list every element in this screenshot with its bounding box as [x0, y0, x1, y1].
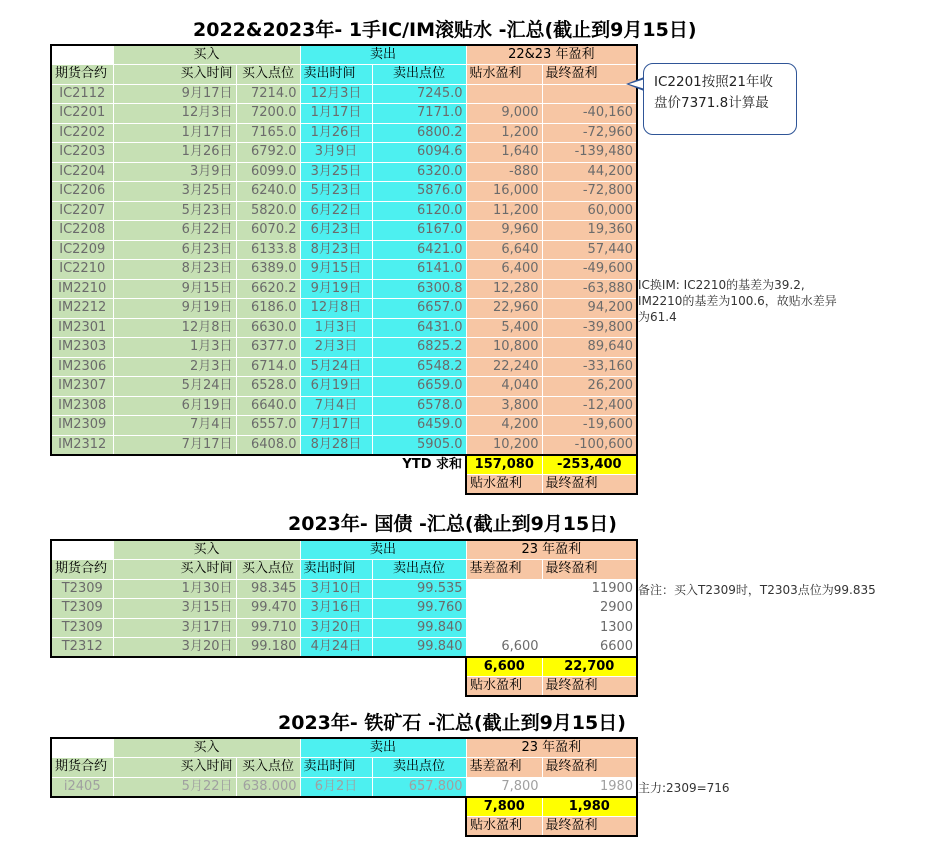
- ic2201-callout: IC2201按照21年收盘价7371.8计算最: [643, 63, 797, 135]
- sell-group-header: 卖出: [300, 540, 466, 560]
- spacer-cell: [51, 677, 466, 697]
- final-profit-cell: 2900: [542, 599, 637, 619]
- final-profit-cell: 6600: [542, 638, 637, 658]
- buy-price-cell: 6620.2: [236, 279, 300, 299]
- sell-time-cell: 8月28日: [300, 435, 372, 455]
- buy-time-cell: 3月9日: [113, 162, 236, 182]
- section3-title: 2023年- 铁矿石 -汇总(截止到9月15日): [278, 712, 626, 734]
- ic-im-note-line3: 为61.4: [638, 310, 677, 324]
- buy-price-cell: 6186.0: [236, 299, 300, 319]
- blank-header-cell: [51, 738, 113, 758]
- buy-time-col-header: 买入时间: [113, 560, 236, 580]
- bond-table: [50, 539, 638, 697]
- sell-time-col-header: 卖出时间: [300, 560, 372, 580]
- basis-profit-cell: 10,800: [466, 338, 542, 358]
- iron-ore-table: [50, 737, 638, 837]
- final-profit-col-header: 最终盈利: [542, 758, 637, 778]
- buy-group-header: 买入: [113, 738, 300, 758]
- contract-cell: IM2309: [51, 416, 113, 436]
- contract-cell: i2405: [51, 777, 113, 797]
- basis-profit-cell: 4,200: [466, 416, 542, 436]
- sell-time-cell: 5月23日: [300, 182, 372, 202]
- basis-profit-cell: 6,400: [466, 260, 542, 280]
- footer-label-row: [51, 677, 637, 697]
- basis-profit-col-header: 基差盈利: [466, 560, 542, 580]
- buy-time-cell: 9月19日: [113, 299, 236, 319]
- spacer-cell: [51, 657, 372, 677]
- final-profit-cell: -72,800: [542, 182, 637, 202]
- table-row: [51, 221, 637, 241]
- contract-cell: IM2303: [51, 338, 113, 358]
- sell-price-cell: 5876.0: [372, 182, 466, 202]
- final-profit-cell: 44,200: [542, 162, 637, 182]
- sell-price-cell: 6167.0: [372, 221, 466, 241]
- spacer-cell: [51, 816, 466, 836]
- basis-profit-cell: 7,800: [466, 777, 542, 797]
- table-row: [51, 260, 637, 280]
- buy-price-cell: 6408.0: [236, 435, 300, 455]
- totals-row: [51, 657, 637, 677]
- buy-price-cell: 6389.0: [236, 260, 300, 280]
- total-final-profit: 22,700: [542, 657, 637, 677]
- contract-cell: IC2112: [51, 84, 113, 104]
- final-profit-cell: 1980: [542, 777, 637, 797]
- table-row: [51, 318, 637, 338]
- buy-time-cell: 3月25日: [113, 182, 236, 202]
- sell-group-header: 卖出: [300, 45, 466, 65]
- buy-price-cell: 6792.0: [236, 143, 300, 163]
- column-header-row: [51, 65, 637, 85]
- group-header-row: [51, 540, 637, 560]
- total-basis-profit: 7,800: [466, 797, 542, 817]
- sell-price-cell: 7245.0: [372, 84, 466, 104]
- table-row: [51, 240, 637, 260]
- buy-time-cell: 5月23日: [113, 201, 236, 221]
- basis-profit-cell: 3,800: [466, 396, 542, 416]
- contract-col-header: 期货合约: [51, 560, 113, 580]
- basis-profit-cell: [466, 618, 542, 638]
- contract-cell: IM2307: [51, 377, 113, 397]
- sell-price-cell: 7171.0: [372, 104, 466, 124]
- table-row: [51, 279, 637, 299]
- buy-price-cell: 6640.0: [236, 396, 300, 416]
- basis-profit-cell: 22,960: [466, 299, 542, 319]
- footer-label-row: [51, 474, 637, 494]
- table-row: [51, 84, 637, 104]
- section1-title: 2022&2023年- 1手IC/IM滚贴水 -汇总(截止到9月15日): [193, 19, 697, 41]
- final-profit-cell: 19,360: [542, 221, 637, 241]
- sell-price-cell: 6141.0: [372, 260, 466, 280]
- sell-price-cell: 99.535: [372, 579, 466, 599]
- sell-price-cell: 6578.0: [372, 396, 466, 416]
- buy-price-col-header: 买入点位: [236, 65, 300, 85]
- sell-price-cell: 6825.2: [372, 338, 466, 358]
- basis-profit-cell: [466, 579, 542, 599]
- sell-time-cell: 9月19日: [300, 279, 372, 299]
- sell-time-cell: 6月22日: [300, 201, 372, 221]
- contract-cell: T2309: [51, 599, 113, 619]
- buy-price-cell: 6630.0: [236, 318, 300, 338]
- basis-profit-cell: 12,280: [466, 279, 542, 299]
- final-profit-cell: 57,440: [542, 240, 637, 260]
- contract-cell: IC2203: [51, 143, 113, 163]
- sell-time-cell: 2月3日: [300, 338, 372, 358]
- final-profit-cell: -19,600: [542, 416, 637, 436]
- contract-cell: IM2306: [51, 357, 113, 377]
- contract-cell: IM2301: [51, 318, 113, 338]
- buy-time-cell: 5月22日: [113, 777, 236, 797]
- buy-time-cell: 6月23日: [113, 240, 236, 260]
- sell-price-col-header: 卖出点位: [372, 560, 466, 580]
- buy-time-cell: 1月26日: [113, 143, 236, 163]
- buy-price-col-header: 买入点位: [236, 758, 300, 778]
- contract-cell: T2309: [51, 618, 113, 638]
- table-row: [51, 182, 637, 202]
- buy-group-header: 买入: [113, 45, 300, 65]
- section2-title: 2023年- 国债 -汇总(截止到9月15日): [288, 513, 617, 535]
- sell-time-cell: 7月17日: [300, 416, 372, 436]
- spacer-cell: [51, 455, 372, 475]
- buy-price-cell: 6714.0: [236, 357, 300, 377]
- ytd-total-label: YTD 求和: [372, 455, 466, 475]
- sell-time-cell: 3月9日: [300, 143, 372, 163]
- final-profit-cell: 60,000: [542, 201, 637, 221]
- final-profit-col-header: 最终盈利: [542, 65, 637, 85]
- buy-time-cell: 8月23日: [113, 260, 236, 280]
- contract-cell: IM2308: [51, 396, 113, 416]
- sell-time-cell: 1月3日: [300, 318, 372, 338]
- sell-time-cell: 12月3日: [300, 84, 372, 104]
- buy-time-cell: 9月17日: [113, 84, 236, 104]
- sell-price-cell: 6300.8: [372, 279, 466, 299]
- buy-time-cell: 12月8日: [113, 318, 236, 338]
- final-profit-cell: 94,200: [542, 299, 637, 319]
- sell-price-cell: 5905.0: [372, 435, 466, 455]
- ic-im-note-line2: IM2210的基差为100.6，故贴水差异: [638, 294, 837, 308]
- buy-time-cell: 9月15日: [113, 279, 236, 299]
- buy-time-cell: 2月3日: [113, 357, 236, 377]
- sell-time-cell: 6月23日: [300, 221, 372, 241]
- spacer-cell: [372, 657, 466, 677]
- basis-profit-col-header: 基差盈利: [466, 758, 542, 778]
- contract-cell: IM2212: [51, 299, 113, 319]
- final-profit-cell: -72,960: [542, 123, 637, 143]
- sell-price-cell: 99.840: [372, 618, 466, 638]
- contract-col-header: 期货合约: [51, 65, 113, 85]
- ic-im-table: [50, 44, 638, 495]
- table-row: [51, 435, 637, 455]
- table-row: [51, 143, 637, 163]
- sell-time-cell: 8月23日: [300, 240, 372, 260]
- group-header-row: [51, 738, 637, 758]
- ic-im-note-line1: IC换IM: IC2210的基差为39.2,: [638, 278, 805, 292]
- sell-time-cell: 3月20日: [300, 618, 372, 638]
- contract-cell: T2312: [51, 638, 113, 658]
- sell-time-cell: 3月10日: [300, 579, 372, 599]
- basis-profit-cell: 4,040: [466, 377, 542, 397]
- footer-final-label: 最终盈利: [542, 474, 637, 494]
- table-row: [51, 338, 637, 358]
- table-row: [51, 396, 637, 416]
- basis-profit-col-header: 贴水盈利: [466, 65, 542, 85]
- column-header-row: [51, 758, 637, 778]
- sell-price-col-header: 卖出点位: [372, 65, 466, 85]
- sell-time-cell: 6月19日: [300, 377, 372, 397]
- contract-cell: IM2312: [51, 435, 113, 455]
- basis-profit-cell: [466, 599, 542, 619]
- buy-time-cell: 7月4日: [113, 416, 236, 436]
- basis-profit-cell: -880: [466, 162, 542, 182]
- table-row: [51, 123, 637, 143]
- contract-col-header: 期货合约: [51, 758, 113, 778]
- table-row: [51, 777, 637, 797]
- spacer-cell: [51, 797, 372, 817]
- blank-header-cell: [51, 45, 113, 65]
- final-profit-cell: 89,640: [542, 338, 637, 358]
- total-final-profit: 1,980: [542, 797, 637, 817]
- sell-price-col-header: 卖出点位: [372, 758, 466, 778]
- basis-profit-cell: 9,960: [466, 221, 542, 241]
- totals-row: [51, 797, 637, 817]
- buy-price-cell: 7214.0: [236, 84, 300, 104]
- buy-price-col-header: 买入点位: [236, 560, 300, 580]
- final-profit-cell: -100,600: [542, 435, 637, 455]
- buy-group-header: 买入: [113, 540, 300, 560]
- buy-price-cell: 6557.0: [236, 416, 300, 436]
- totals-row: [51, 455, 637, 475]
- sell-price-cell: 99.840: [372, 638, 466, 658]
- table-row: [51, 579, 637, 599]
- sell-time-col-header: 卖出时间: [300, 758, 372, 778]
- final-profit-cell: -49,600: [542, 260, 637, 280]
- table-row: [51, 299, 637, 319]
- basis-profit-cell: 10,200: [466, 435, 542, 455]
- ic-im-switch-note: [638, 277, 837, 325]
- final-profit-cell: -40,160: [542, 104, 637, 124]
- sell-price-cell: 6431.0: [372, 318, 466, 338]
- blank-header-cell: [51, 540, 113, 560]
- sell-time-cell: 9月15日: [300, 260, 372, 280]
- basis-profit-cell: 6,640: [466, 240, 542, 260]
- buy-time-cell: 12月3日: [113, 104, 236, 124]
- sell-time-cell: 3月16日: [300, 599, 372, 619]
- final-profit-cell: -63,880: [542, 279, 637, 299]
- buy-time-cell: 6月19日: [113, 396, 236, 416]
- table-row: [51, 104, 637, 124]
- buy-time-cell: 1月3日: [113, 338, 236, 358]
- sell-price-cell: 99.760: [372, 599, 466, 619]
- sell-price-cell: 6659.0: [372, 377, 466, 397]
- final-profit-cell: 11900: [542, 579, 637, 599]
- basis-profit-cell: 1,640: [466, 143, 542, 163]
- buy-time-cell: 1月30日: [113, 579, 236, 599]
- sell-time-cell: 4月24日: [300, 638, 372, 658]
- footer-basis-label: 贴水盈利: [466, 474, 542, 494]
- contract-cell: T2309: [51, 579, 113, 599]
- sell-price-cell: 6459.0: [372, 416, 466, 436]
- buy-price-cell: 6377.0: [236, 338, 300, 358]
- buy-price-cell: 638.000: [236, 777, 300, 797]
- table-row: [51, 201, 637, 221]
- contract-cell: IC2207: [51, 201, 113, 221]
- final-profit-cell: -12,400: [542, 396, 637, 416]
- sell-price-cell: 6320.0: [372, 162, 466, 182]
- buy-time-cell: 6月22日: [113, 221, 236, 241]
- buy-time-col-header: 买入时间: [113, 758, 236, 778]
- table-row: [51, 357, 637, 377]
- buy-price-cell: 99.470: [236, 599, 300, 619]
- sell-time-cell: 1月26日: [300, 123, 372, 143]
- buy-price-cell: 6528.0: [236, 377, 300, 397]
- profit-group-header: 22&23 年盈利: [466, 45, 637, 65]
- contract-cell: IC2206: [51, 182, 113, 202]
- final-profit-cell: -33,160: [542, 357, 637, 377]
- group-header-row: [51, 45, 637, 65]
- sell-time-cell: 3月25日: [300, 162, 372, 182]
- bond-remark: 备注：买入T2309时，T2303点位为99.835: [638, 583, 876, 597]
- sell-price-cell: 6421.0: [372, 240, 466, 260]
- sell-price-cell: 6657.0: [372, 299, 466, 319]
- sell-time-cell: 5月24日: [300, 357, 372, 377]
- sell-group-header: 卖出: [300, 738, 466, 758]
- basis-profit-cell: 16,000: [466, 182, 542, 202]
- buy-time-cell: 5月24日: [113, 377, 236, 397]
- profit-group-header: 23 年盈利: [466, 540, 637, 560]
- buy-price-cell: 6133.8: [236, 240, 300, 260]
- sell-time-cell: 7月4日: [300, 396, 372, 416]
- total-basis-profit: 157,080: [466, 455, 542, 475]
- basis-profit-cell: 9,000: [466, 104, 542, 124]
- contract-cell: IC2208: [51, 221, 113, 241]
- buy-price-cell: 99.180: [236, 638, 300, 658]
- contract-cell: IM2210: [51, 279, 113, 299]
- final-profit-cell: 26,200: [542, 377, 637, 397]
- footer-basis-label: 贴水盈利: [466, 816, 542, 836]
- sell-price-cell: 6800.2: [372, 123, 466, 143]
- final-profit-col-header: 最终盈利: [542, 560, 637, 580]
- sell-price-cell: 657.800: [372, 777, 466, 797]
- total-final-profit: -253,400: [542, 455, 637, 475]
- contract-cell: IC2204: [51, 162, 113, 182]
- sell-time-cell: 6月2日: [300, 777, 372, 797]
- profit-group-header: 23 年盈利: [466, 738, 637, 758]
- table-row: [51, 377, 637, 397]
- total-basis-profit: 6,600: [466, 657, 542, 677]
- contract-cell: IC2210: [51, 260, 113, 280]
- spacer-cell: [372, 797, 466, 817]
- table-row: [51, 416, 637, 436]
- final-profit-cell: [542, 84, 637, 104]
- buy-price-cell: 6240.0: [236, 182, 300, 202]
- buy-price-cell: 6099.0: [236, 162, 300, 182]
- table-row: [51, 618, 637, 638]
- contract-cell: IC2209: [51, 240, 113, 260]
- basis-profit-cell: [466, 84, 542, 104]
- sell-time-cell: 12月8日: [300, 299, 372, 319]
- basis-profit-cell: 22,240: [466, 357, 542, 377]
- buy-price-cell: 7165.0: [236, 123, 300, 143]
- buy-price-cell: 6070.2: [236, 221, 300, 241]
- sell-price-cell: 6548.2: [372, 357, 466, 377]
- column-header-row: [51, 560, 637, 580]
- table-row: [51, 599, 637, 619]
- basis-profit-cell: 1,200: [466, 123, 542, 143]
- footer-basis-label: 贴水盈利: [466, 677, 542, 697]
- footer-final-label: 最终盈利: [542, 677, 637, 697]
- basis-profit-cell: 11,200: [466, 201, 542, 221]
- contract-cell: IC2201: [51, 104, 113, 124]
- buy-price-cell: 99.710: [236, 618, 300, 638]
- buy-time-cell: 7月17日: [113, 435, 236, 455]
- footer-label-row: [51, 816, 637, 836]
- buy-time-cell: 3月17日: [113, 618, 236, 638]
- buy-price-cell: 7200.0: [236, 104, 300, 124]
- sell-price-cell: 6120.0: [372, 201, 466, 221]
- contract-cell: IC2202: [51, 123, 113, 143]
- buy-time-col-header: 买入时间: [113, 65, 236, 85]
- basis-profit-cell: 5,400: [466, 318, 542, 338]
- final-profit-cell: 1300: [542, 618, 637, 638]
- table-row: [51, 162, 637, 182]
- spacer-cell: [51, 474, 466, 494]
- buy-time-cell: 3月20日: [113, 638, 236, 658]
- final-profit-cell: -139,480: [542, 143, 637, 163]
- sell-price-cell: 6094.6: [372, 143, 466, 163]
- sell-time-cell: 1月17日: [300, 104, 372, 124]
- basis-profit-cell: 6,600: [466, 638, 542, 658]
- buy-price-cell: 98.345: [236, 579, 300, 599]
- buy-time-cell: 1月17日: [113, 123, 236, 143]
- final-profit-cell: -39,800: [542, 318, 637, 338]
- buy-time-cell: 3月15日: [113, 599, 236, 619]
- sell-time-col-header: 卖出时间: [300, 65, 372, 85]
- footer-final-label: 最终盈利: [542, 816, 637, 836]
- table-row: [51, 638, 637, 658]
- iron-remark: 主力:2309=716: [638, 781, 730, 795]
- buy-price-cell: 5820.0: [236, 201, 300, 221]
